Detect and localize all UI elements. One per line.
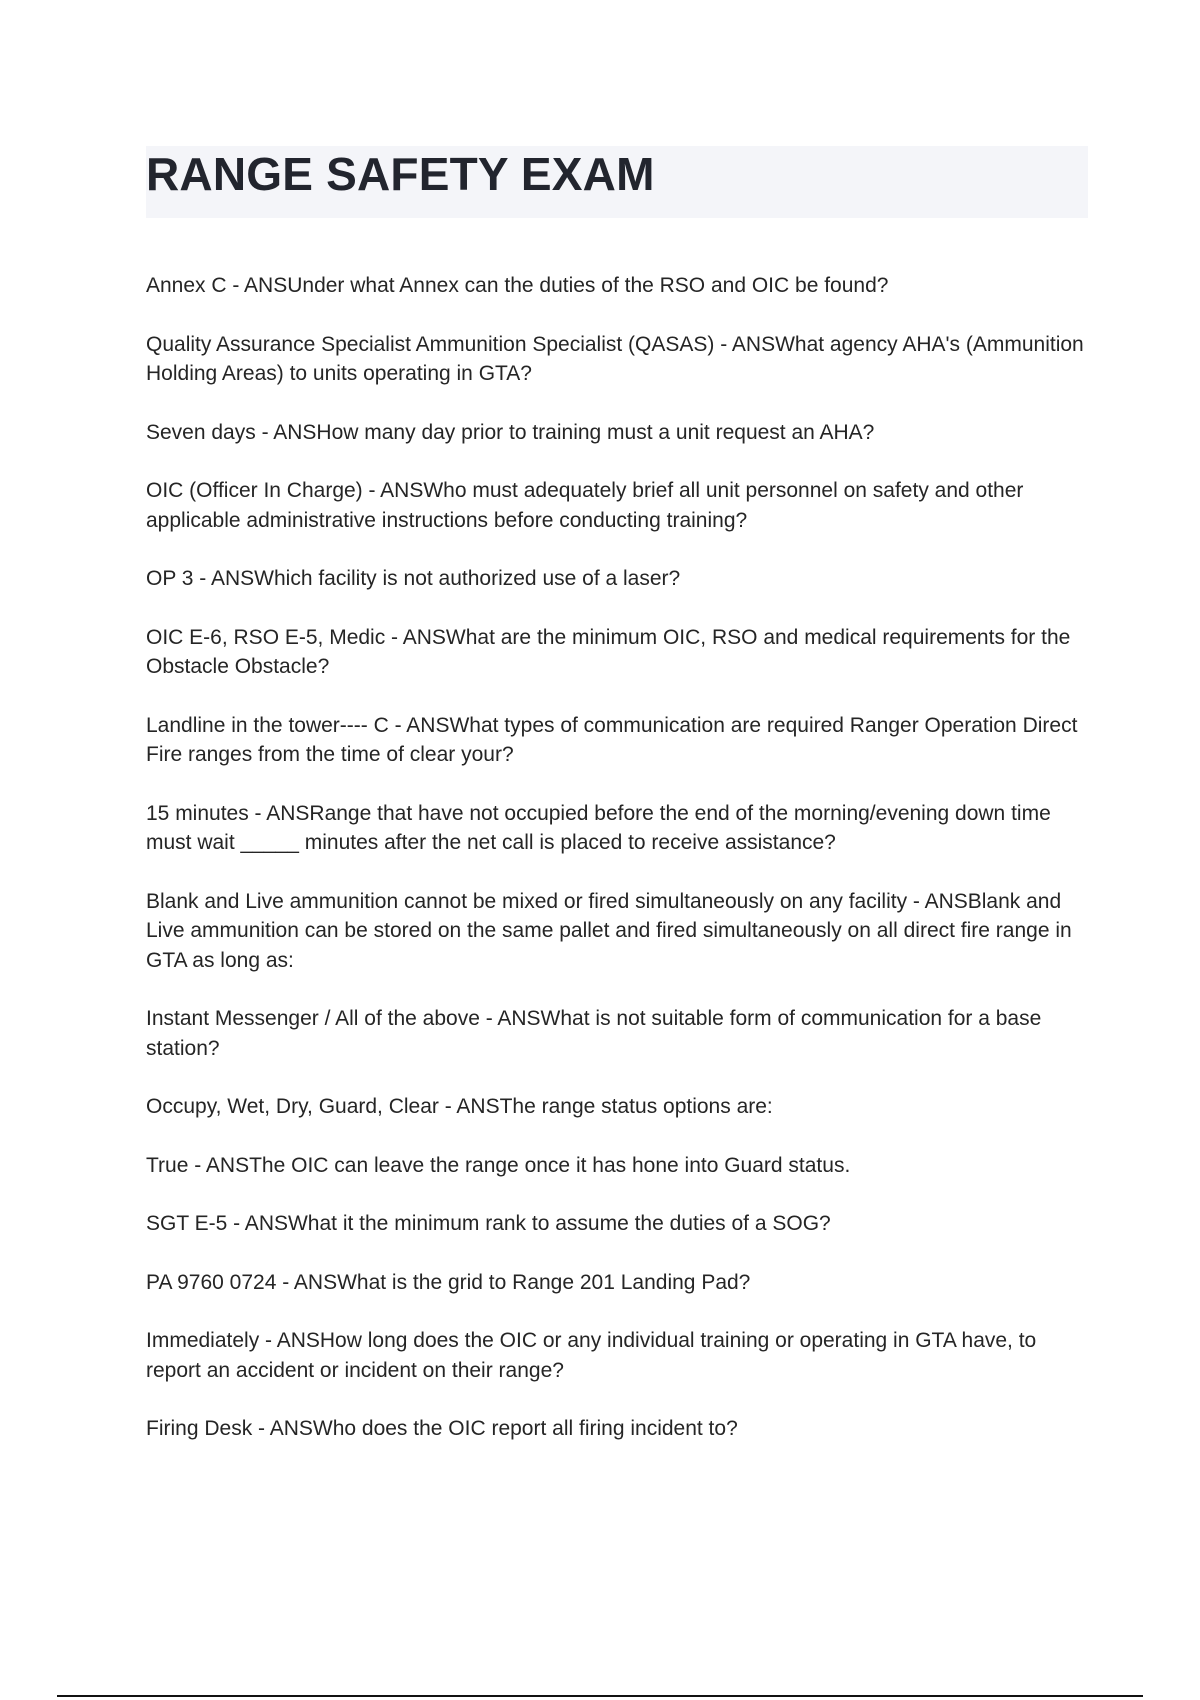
qa-item-4: OIC (Officer In Charge) - ANSWho must adequately brief all unit personnel on safety and other applicable administrative instructions before conducting training? bbox=[146, 479, 1024, 532]
qa-item-3: Seven days - ANSHow many day prior to training must a unit request an AHA? bbox=[146, 420, 875, 444]
qa-item-15: Immediately - ANSHow long does the OIC or any individual training or operating in GTA have, to report an accident or incident on their range? bbox=[146, 1329, 1037, 1382]
qa-list bbox=[146, 271, 1094, 1473]
page-title: RANGE SAFETY EXAM bbox=[146, 148, 655, 200]
qa-item-10: Instant Messenger / All of the above - ANSWhat is not suitable form of communication for a base station? bbox=[146, 1007, 1042, 1060]
qa-item-8: 15 minutes - ANSRange that have not occupied before the end of the morning/evening down time must wait _____ minutes after the net call is placed to receive assistance? bbox=[146, 801, 1051, 854]
qa-item-14: PA 9760 0724 - ANSWhat is the grid to Range 201 Landing Pad? bbox=[146, 1270, 751, 1294]
qa-item-12: True - ANSThe OIC can leave the range once it has hone into Guard status. bbox=[146, 1153, 851, 1177]
qa-item-6: OIC E-6, RSO E-5, Medic - ANSWhat are the minimum OIC, RSO and medical requirements for the Obstacle Obstacle? bbox=[146, 625, 1071, 678]
qa-item-16: Firing Desk - ANSWho does the OIC report all firing incident to? bbox=[146, 1417, 738, 1440]
qa-item-5: OP 3 - ANSWhich facility is not authorized use of a laser? bbox=[146, 567, 681, 590]
qa-item-9: Blank and Live ammunition cannot be mixed or fired simultaneously on any facility - ANSBlank and Live ammunition can be stored on the same pallet and fired simultaneously on all direct fire range in GTA as long as: bbox=[146, 889, 1072, 972]
qa-item-11: Occupy, Wet, Dry, Guard, Clear - ANSThe range status options are: bbox=[146, 1095, 773, 1118]
footer-divider bbox=[57, 1695, 1143, 1697]
qa-item-7: Landline in the tower---- C - ANSWhat types of communication are required Ranger Operation Direct Fire ranges from the time of clear your? bbox=[146, 713, 1078, 766]
qa-item-2: Quality Assurance Specialist Ammunition Specialist (QASAS) - ANSWhat agency AHA's (Ammunition Holding Areas) to units operating in GTA? bbox=[146, 332, 1084, 385]
qa-item-13: SGT E-5 - ANSWhat it the minimum rank to assume the duties of a SOG? bbox=[146, 1212, 831, 1235]
qa-item-1: Annex C - ANSUnder what Annex can the duties of the RSO and OIC be found? bbox=[146, 274, 889, 297]
